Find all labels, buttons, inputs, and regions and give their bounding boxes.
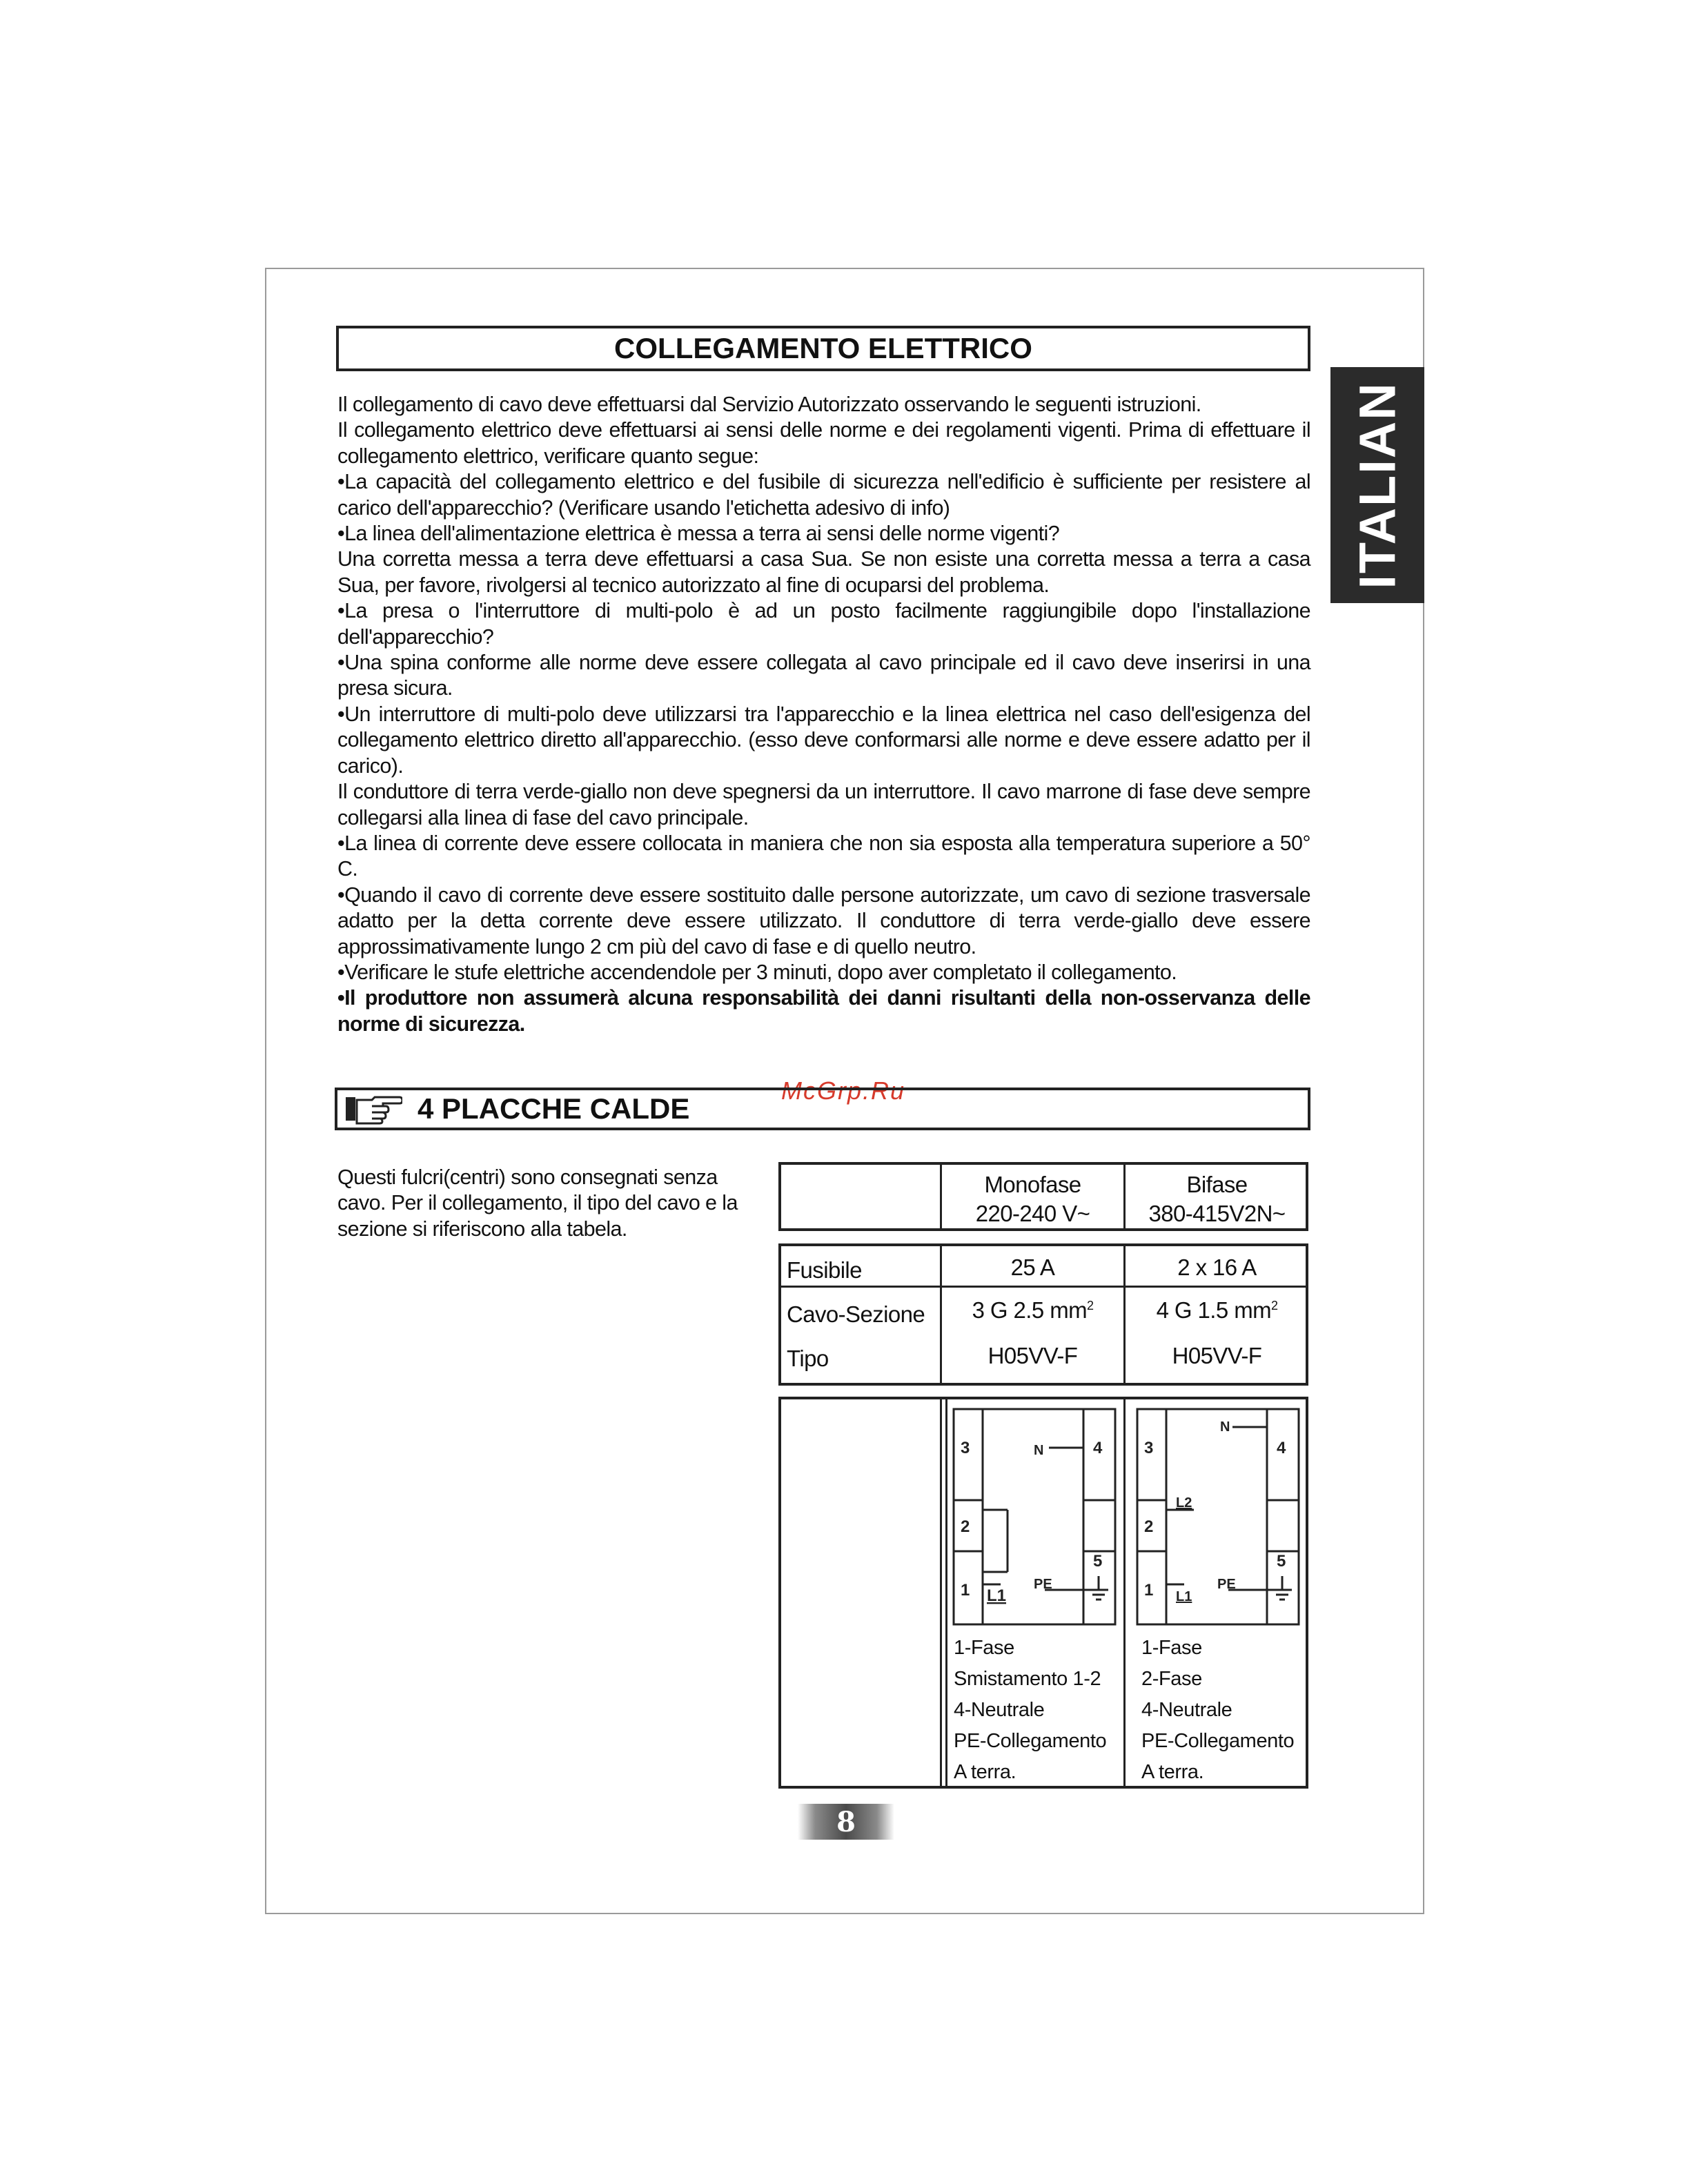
unit-superscript: 2 xyxy=(1270,1299,1278,1312)
note-line: 2-Fase xyxy=(1141,1668,1202,1690)
phase-l1-label: L1 xyxy=(987,1586,1007,1605)
cavo-sezione-monofase xyxy=(942,1297,1123,1324)
cavo-sezione-bifase xyxy=(1126,1297,1308,1324)
language-tab-label: ITALIAN xyxy=(1348,381,1406,589)
note-line: 1-Fase xyxy=(1141,1637,1202,1659)
hotplates-intro: Questi fulcri(centri) sono consegnati senza cavo. Per il collegamento, il tipo del cavo e la sezione si riferiscono alla tabela. xyxy=(337,1165,738,1241)
paragraph: Una corretta messa a terra deve effettuarsi a casa Sua. Se non esiste una corretta messa a terra a casa Sua, per favore, rivolgersi al tecnico autorizzato al fine di ocuparsi del problema. xyxy=(337,547,1310,597)
header-monofase-name: Monofase xyxy=(984,1172,1081,1197)
terminal-2-label: 2 xyxy=(961,1517,970,1536)
section-title-electrical: COLLEGAMENTO ELETTRICO xyxy=(336,326,1310,371)
paragraph: •La linea di corrente deve essere collocata in maniera che non sia esposta alla temperatura superiore a 50° C. xyxy=(337,831,1310,881)
terminal-1-label: 1 xyxy=(1144,1581,1154,1600)
section-title-text: 4 PLACCHE CALDE xyxy=(417,1092,690,1125)
paragraph: •La presa o l'interruttore di multi-polo è ad un posto facilmente raggiungibile dopo l'installazione dell'apparecchio? xyxy=(337,599,1310,649)
monofase-wiring-diagram xyxy=(952,1406,1118,1627)
paragraph: •Verificare le stufe elettriche accendendole per 3 minuti, dopo aver completato il collegamento. xyxy=(337,960,1177,984)
terminal-5-label: 5 xyxy=(1093,1552,1103,1571)
neutral-label: N xyxy=(1220,1419,1230,1435)
safety-warning: •Il produttore non assumerà alcuna responsabilità dei danni risultanti della non-osservanza delle norme di sicurezza. xyxy=(337,986,1310,1036)
section-title-hotplates xyxy=(335,1088,1310,1130)
note-line: PE-Collegamento xyxy=(954,1730,1107,1752)
phase-l1-label: L1 xyxy=(1176,1589,1192,1604)
paragraph: •La capacità del collegamento elettrico e del fusibile di sicurezza nell'edificio è sufficiente per resistere al carico dell'apparecchio? (Verificare usando l'etichetta adesivo di info) xyxy=(337,470,1310,520)
monofase-notes xyxy=(954,1633,1106,1788)
terminal-4-label: 4 xyxy=(1277,1439,1286,1457)
terminal-3-label: 3 xyxy=(1144,1439,1154,1457)
watermark: McGrp.Ru xyxy=(781,1076,906,1105)
paragraph: Il conduttore di terra verde-giallo non deve spegnersi da un interruttore. Il cavo marrone di fase deve sempre collegarsi alla linea di fase del cavo principale. xyxy=(337,780,1310,829)
fusibile-monofase: 25 A xyxy=(1010,1255,1055,1280)
earth-label: PE xyxy=(1217,1577,1236,1592)
electrical-instructions xyxy=(337,392,1310,1037)
note-line: 4-Neutrale xyxy=(1141,1699,1232,1721)
table-specs xyxy=(778,1243,1308,1386)
page-number: 8 xyxy=(798,1804,894,1840)
row-label-tipo: Tipo xyxy=(787,1346,829,1371)
paragraph: •La linea dell'alimentazione elettrica è messa a terra ai sensi delle norme vigenti? xyxy=(337,522,1060,546)
header-bifase-name: Bifase xyxy=(1186,1172,1248,1197)
header-bifase xyxy=(1126,1170,1308,1228)
bifase-notes xyxy=(1141,1633,1294,1788)
paragraph: •Un interruttore di multi-polo deve utilizzarsi tra l'apparecchio e la linea elettrica nel caso dell'esigenza del collegamento elettrico diretto all'apparecchio. (esso deve conformarsi alle norme e deve essere adatto per il carico). xyxy=(337,702,1310,778)
row-label-fusibile: Fusibile xyxy=(787,1257,862,1283)
neutral-label: N xyxy=(1034,1443,1044,1458)
terminal-3-label: 3 xyxy=(961,1439,970,1457)
paragraph: Il collegamento elettrico deve effettuarsi ai sensi delle norme e dei regolamenti vigenti. Prima di effettuare il collegamento elettrico, verificare quanto segue: xyxy=(337,418,1310,468)
table-header xyxy=(778,1162,1308,1231)
table-diagrams xyxy=(778,1397,1308,1789)
terminal-5-label: 5 xyxy=(1277,1552,1286,1571)
tipo-bifase: H05VV-F xyxy=(1172,1343,1262,1368)
note-line: A terra. xyxy=(954,1761,1016,1783)
pointing-hand-icon xyxy=(344,1093,402,1125)
cavo-sezione-monofase-value: 3 G 2.5 mm xyxy=(972,1297,1087,1323)
paragraph: •Quando il cavo di corrente deve essere sostituito dalle persone autorizzate, um cavo di sezione trasversale adatto per la detta corrente deve essere utilizzato. Il conduttore di terra verde-giallo deve essere approssimativamente lungo 2 cm più del cavo di fase e di quello neutro. xyxy=(337,883,1310,958)
note-line: PE-Collegamento xyxy=(1141,1730,1295,1752)
earth-label: PE xyxy=(1034,1577,1052,1592)
terminal-2-label: 2 xyxy=(1144,1517,1154,1536)
header-monofase-voltage: 220-240 V~ xyxy=(975,1201,1090,1226)
bifase-wiring-diagram xyxy=(1136,1406,1301,1627)
paragraph: •Una spina conforme alle norme deve essere collegata al cavo principale ed il cavo deve inserirsi in una presa sicura. xyxy=(337,651,1310,700)
tipo-monofase: H05VV-F xyxy=(988,1343,1078,1368)
terminal-4-label: 4 xyxy=(1093,1439,1103,1457)
fusibile-bifase: 2 x 16 A xyxy=(1177,1255,1257,1280)
note-line: A terra. xyxy=(1141,1761,1204,1783)
phase-l2-label: L2 xyxy=(1176,1495,1192,1511)
terminal-1-label: 1 xyxy=(961,1581,970,1600)
header-bifase-voltage: 380-415V2N~ xyxy=(1148,1201,1286,1226)
cavo-sezione-bifase-value: 4 G 1.5 mm xyxy=(1156,1297,1271,1323)
paragraph: Il collegamento di cavo deve effettuarsi dal Servizio Autorizzato osservando le seguenti istruzioni. xyxy=(337,393,1201,416)
language-tab xyxy=(1330,367,1424,603)
note-line: 4-Neutrale xyxy=(954,1699,1045,1721)
note-line: Smistamento 1-2 xyxy=(954,1668,1101,1690)
header-monofase xyxy=(942,1170,1123,1228)
unit-superscript: 2 xyxy=(1086,1299,1094,1312)
row-label-cavo-sezione: Cavo-Sezione xyxy=(787,1301,925,1327)
note-line: 1-Fase xyxy=(954,1637,1014,1659)
